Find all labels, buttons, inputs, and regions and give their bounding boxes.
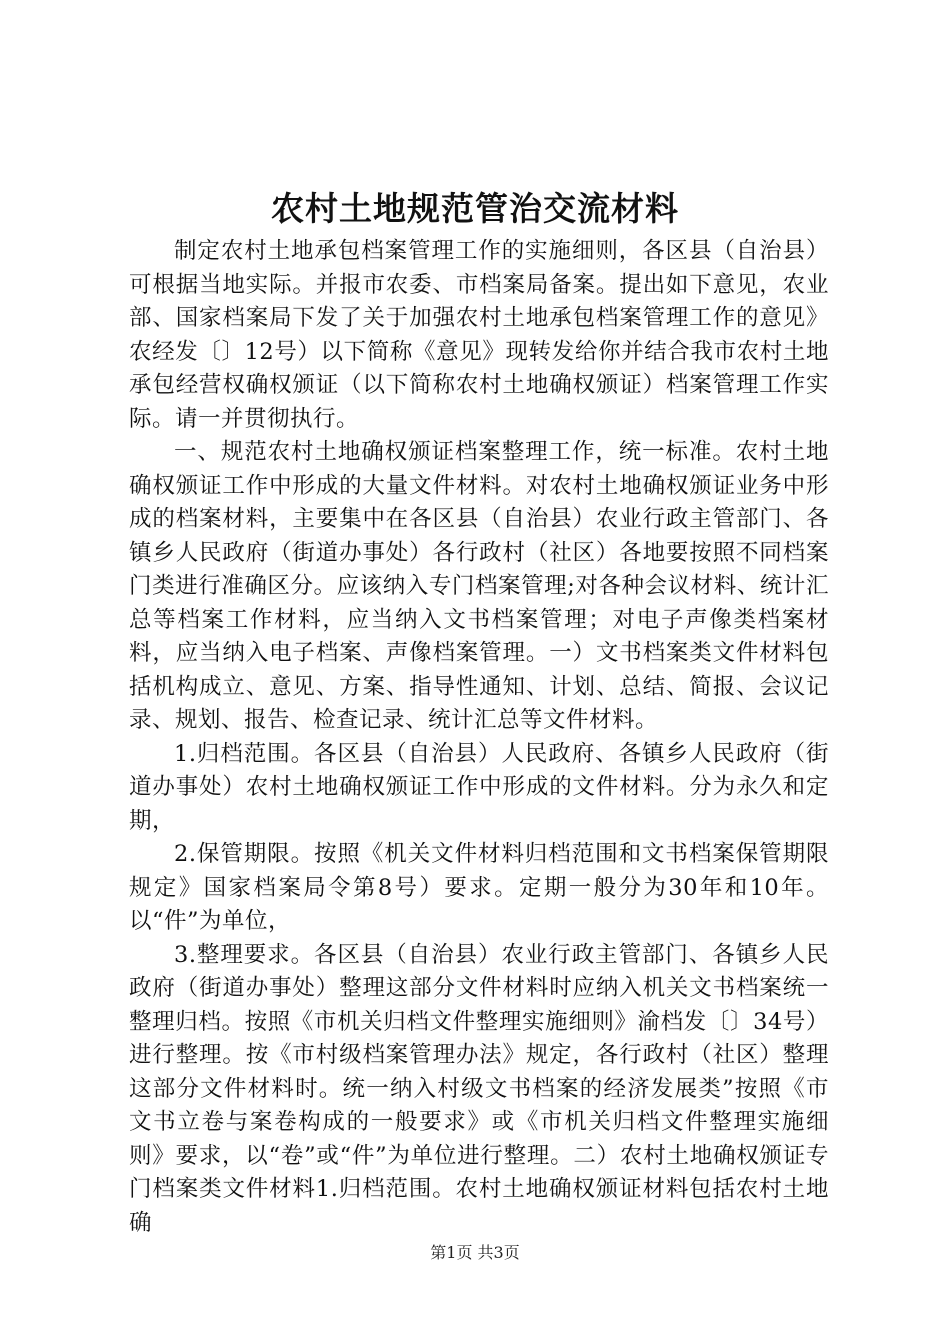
document-body	[129, 235, 829, 1240]
paragraph: 制定农村土地承包档案管理工作的实施细则，各区县（自治县）可根据当地实际。并报市农委、市档案局备案。提出如下意见，农业部、国家档案局下发了关于加强农村土地承包档案管理工作的意见》农经发〔〕12号）以下简称《意见》现转发给你并结合我市农村土地承包经营权确权颁证（以下简称农村土地确权颁证）档案管理工作实际。请一并贯彻执行。	[129, 238, 829, 432]
paragraph: 3.整理要求。各区县（自治县）农业行政主管部门、各镇乡人民政府（街道办事处）整理这部分文件材料时应纳入机关文书档案统一整理归档。按照《市机关归档文件整理实施细则》渝档发〔〕34号）进行整理。按《市村级档案管理办法》规定，各行政村（社区）整理这部分文件材料时。统一纳入村级文书档案的经济发展类”按照《市文书立卷与案卷构成的一般要求》或《市机关归档文件整理实施细则》要求，以“卷”或“件”为单位进行整理。二）农村土地确权颁证专门档案类文件材料1.归档范围。农村土地确权颁证材料包括农村土地确	[129, 941, 829, 1236]
paragraph: 2.保管期限。按照《机关文件材料归档范围和文书档案保管期限规定》国家档案局令第8号）要求。定期一般分为30年和10年。以“件”为单位，	[129, 841, 829, 934]
page-number-footer: 第1页 共3页	[430, 1243, 520, 1262]
paragraph: 一、规范农村土地确权颁证档案整理工作，统一标准。农村土地确权颁证工作中形成的大量文件材料。对农村土地确权颁证业务中形成的档案材料，主要集中在各区县（自治县）农业行政主管部门、各镇乡人民政府（街道办事处）各行政村（社区）各地要按照不同档案门类进行准确区分。应该纳入专门档案管理;对各种会议材料、统计汇总等档案工作材料，应当纳入文书档案管理；对电子声像类档案材料，应当纳入电子档案、声像档案管理。一）文书档案类文件材料包括机构成立、意见、方案、指导性通知、计划、总结、简报、会议记录、规划、报告、检查记录、统计汇总等文件材料。	[129, 439, 829, 733]
document-title: 农村土地规范管治交流材料	[271, 189, 679, 228]
paragraph: 1.归档范围。各区县（自治县）人民政府、各镇乡人民政府（街道办事处）农村土地确权颁证工作中形成的文件材料。分为永久和定期，	[129, 740, 829, 834]
